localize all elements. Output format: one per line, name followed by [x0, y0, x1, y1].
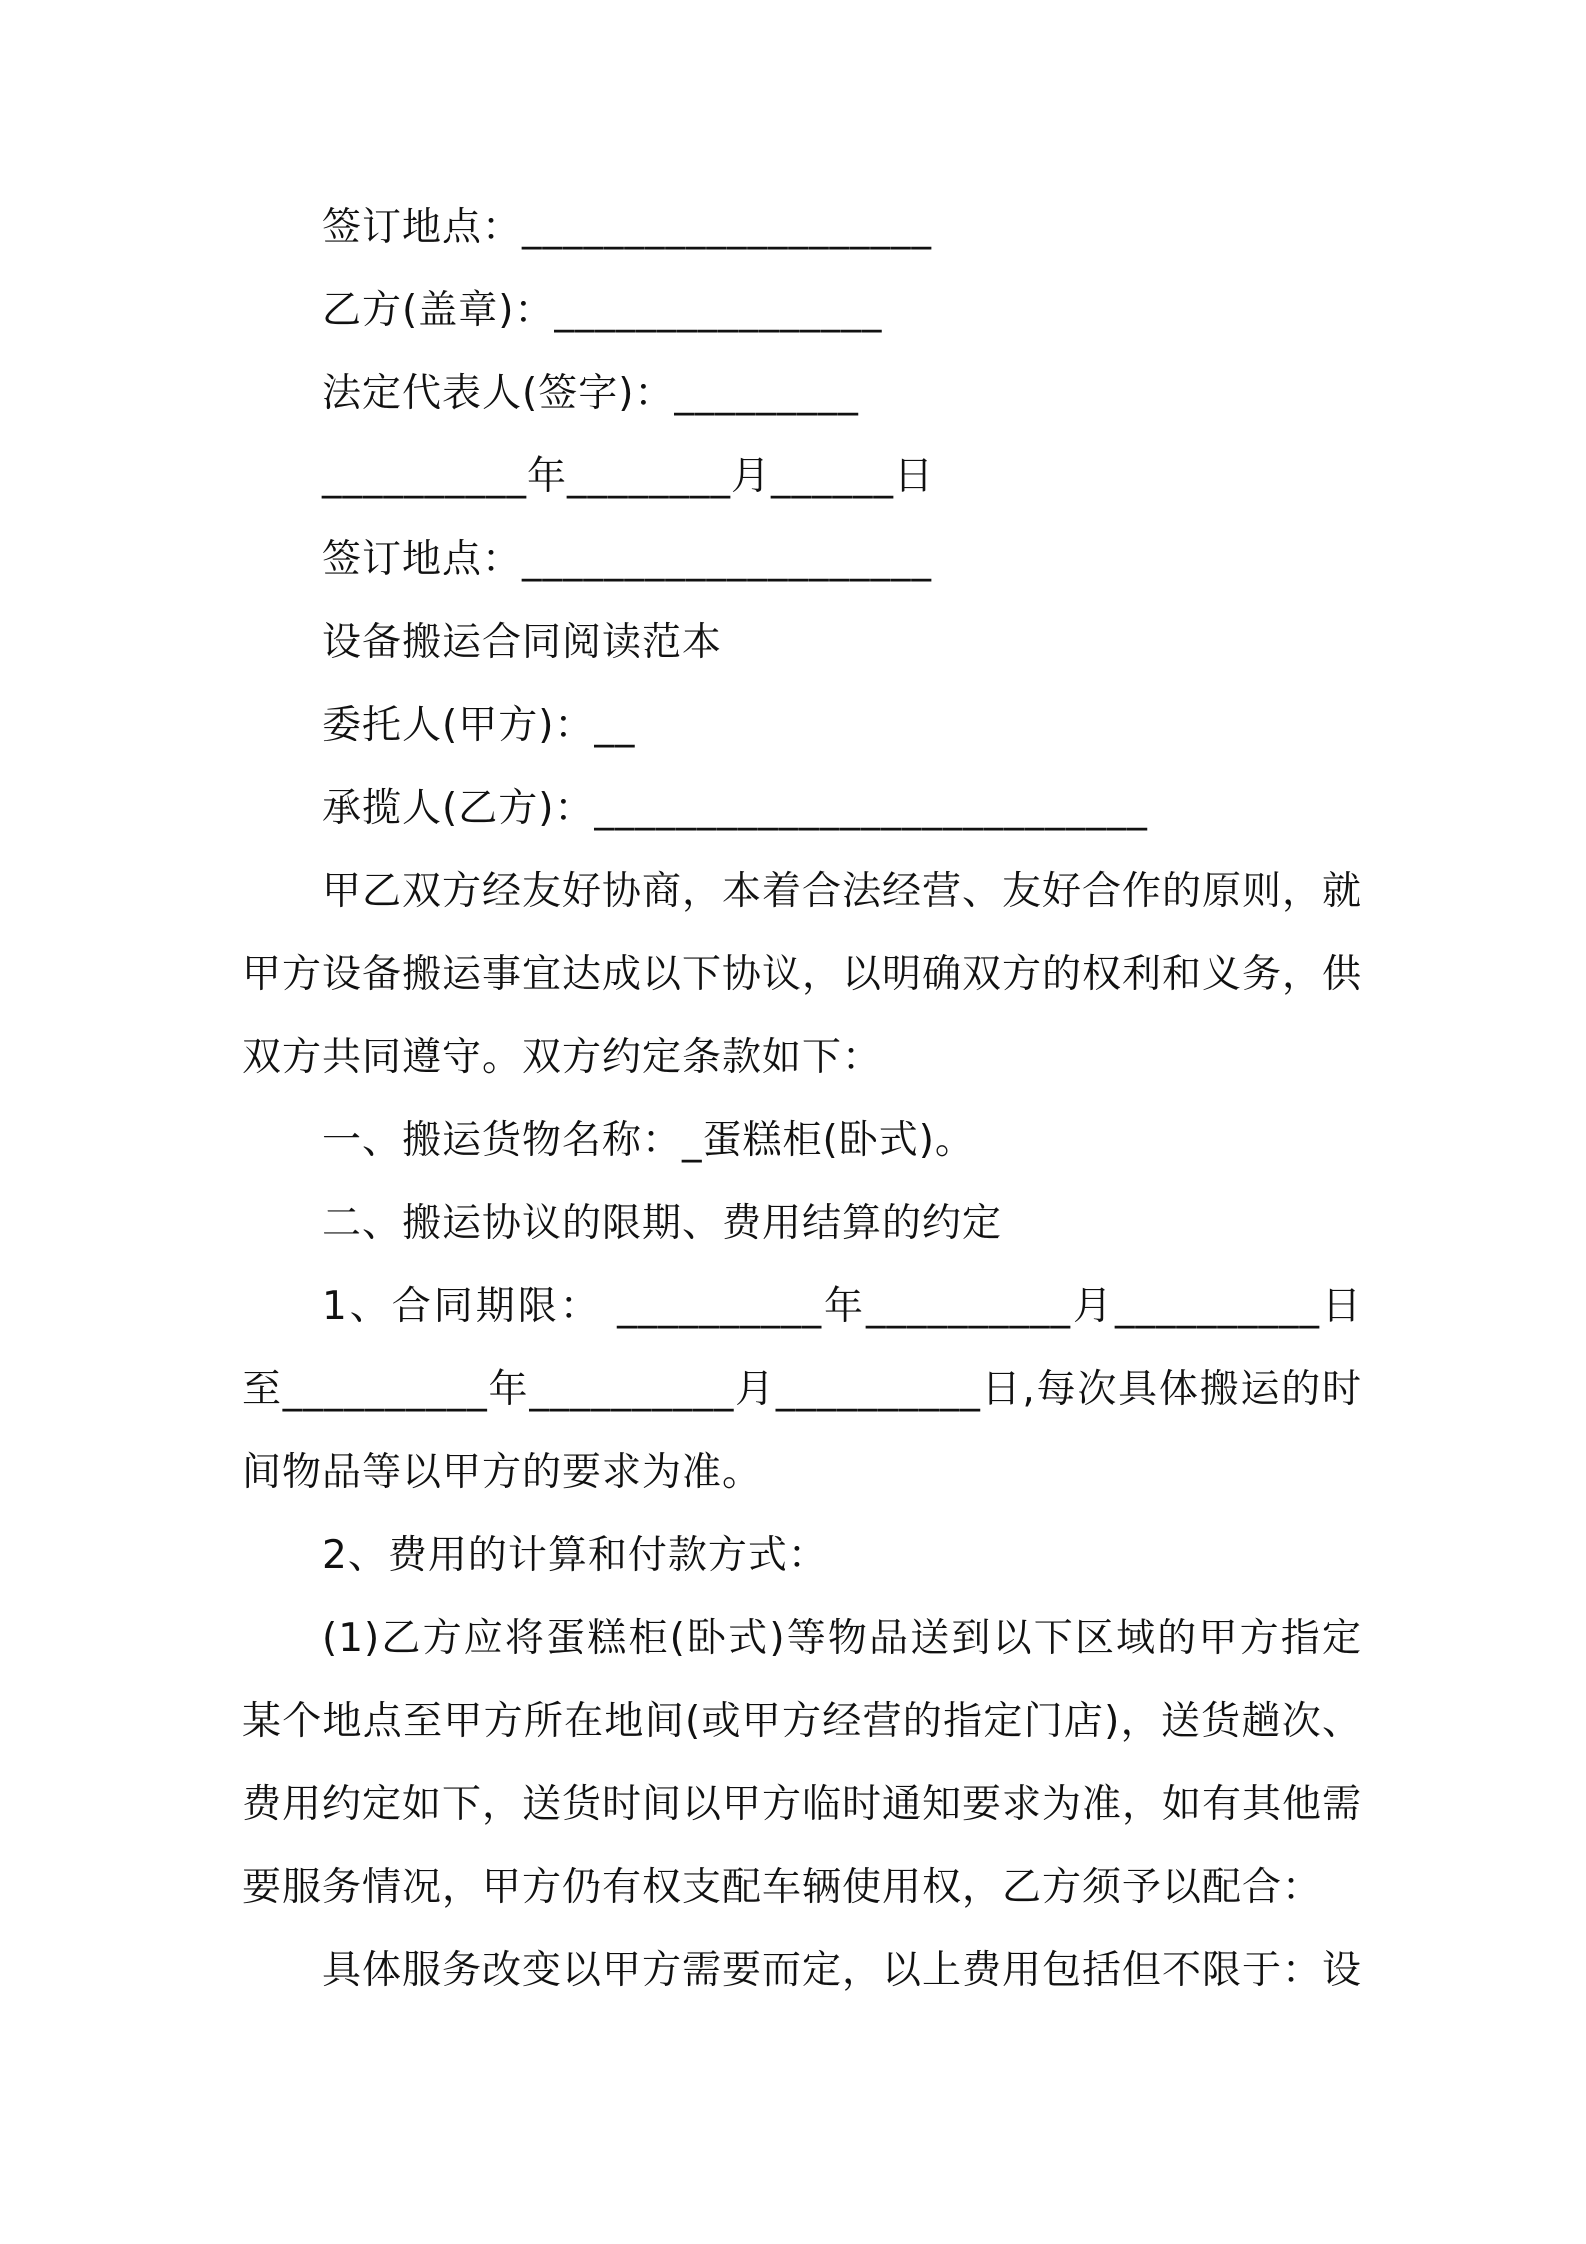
paragraph-intro-line-3: 双方共同遵守。双方约定条款如下：	[242, 1035, 883, 1080]
contract-term-line-3: 间物品等以甲方的要求为准。	[242, 1450, 763, 1495]
date-line: __________年________月______日	[322, 454, 935, 499]
legal-representative-line: 法定代表人(签字)：_________	[322, 371, 859, 416]
signing-place-line-1: 签订地点：____________________	[322, 205, 933, 250]
fee-paragraph-line-1: (1)乙方应将蛋糕柜(卧式)等物品送到以下区域的甲方指定	[322, 1616, 1362, 1661]
service-change-line: 具体服务改变以甲方需要而定，以上费用包括但不限于：设	[322, 1948, 1363, 1993]
contract-term-line-1: 1、合同期限： __________年__________月__________日	[322, 1284, 1362, 1329]
document-title: 设备搬运合同阅读范本	[322, 620, 723, 665]
clause-1-goods-name: 一、搬运货物名称：_蛋糕柜(卧式)。	[322, 1118, 975, 1163]
contractor-party-b-line: 承揽人(乙方)：___________________________	[322, 786, 1148, 831]
fee-paragraph-line-4: 要服务情况，甲方仍有权支配车辆使用权，乙方须予以配合：	[242, 1865, 1323, 1910]
fee-paragraph-line-3: 费用约定如下，送货时间以甲方临时通知要求为准，如有其他需	[242, 1782, 1363, 1827]
fee-calculation-heading: 2、费用的计算和付款方式：	[322, 1533, 828, 1578]
contract-term-line-2: 至__________年__________月__________日,每次具体搬运的时	[242, 1367, 1362, 1412]
party-b-seal-line: 乙方(盖章)：________________	[322, 288, 883, 333]
signing-place-line-2: 签订地点：____________________	[322, 537, 933, 582]
paragraph-intro-line-1: 甲乙双方经友好协商，本着合法经营、友好合作的原则，就	[322, 869, 1363, 914]
clause-2-heading: 二、搬运协议的限期、费用结算的约定	[322, 1201, 1003, 1246]
fee-paragraph-line-2: 某个地点至甲方所在地间(或甲方经营的指定门店)，送货趟次、	[242, 1699, 1362, 1744]
client-party-a-line: 委托人(甲方)：__	[322, 703, 636, 748]
paragraph-intro-line-2: 甲方设备搬运事宜达成以下协议，以明确双方的权利和义务，供	[242, 952, 1363, 997]
